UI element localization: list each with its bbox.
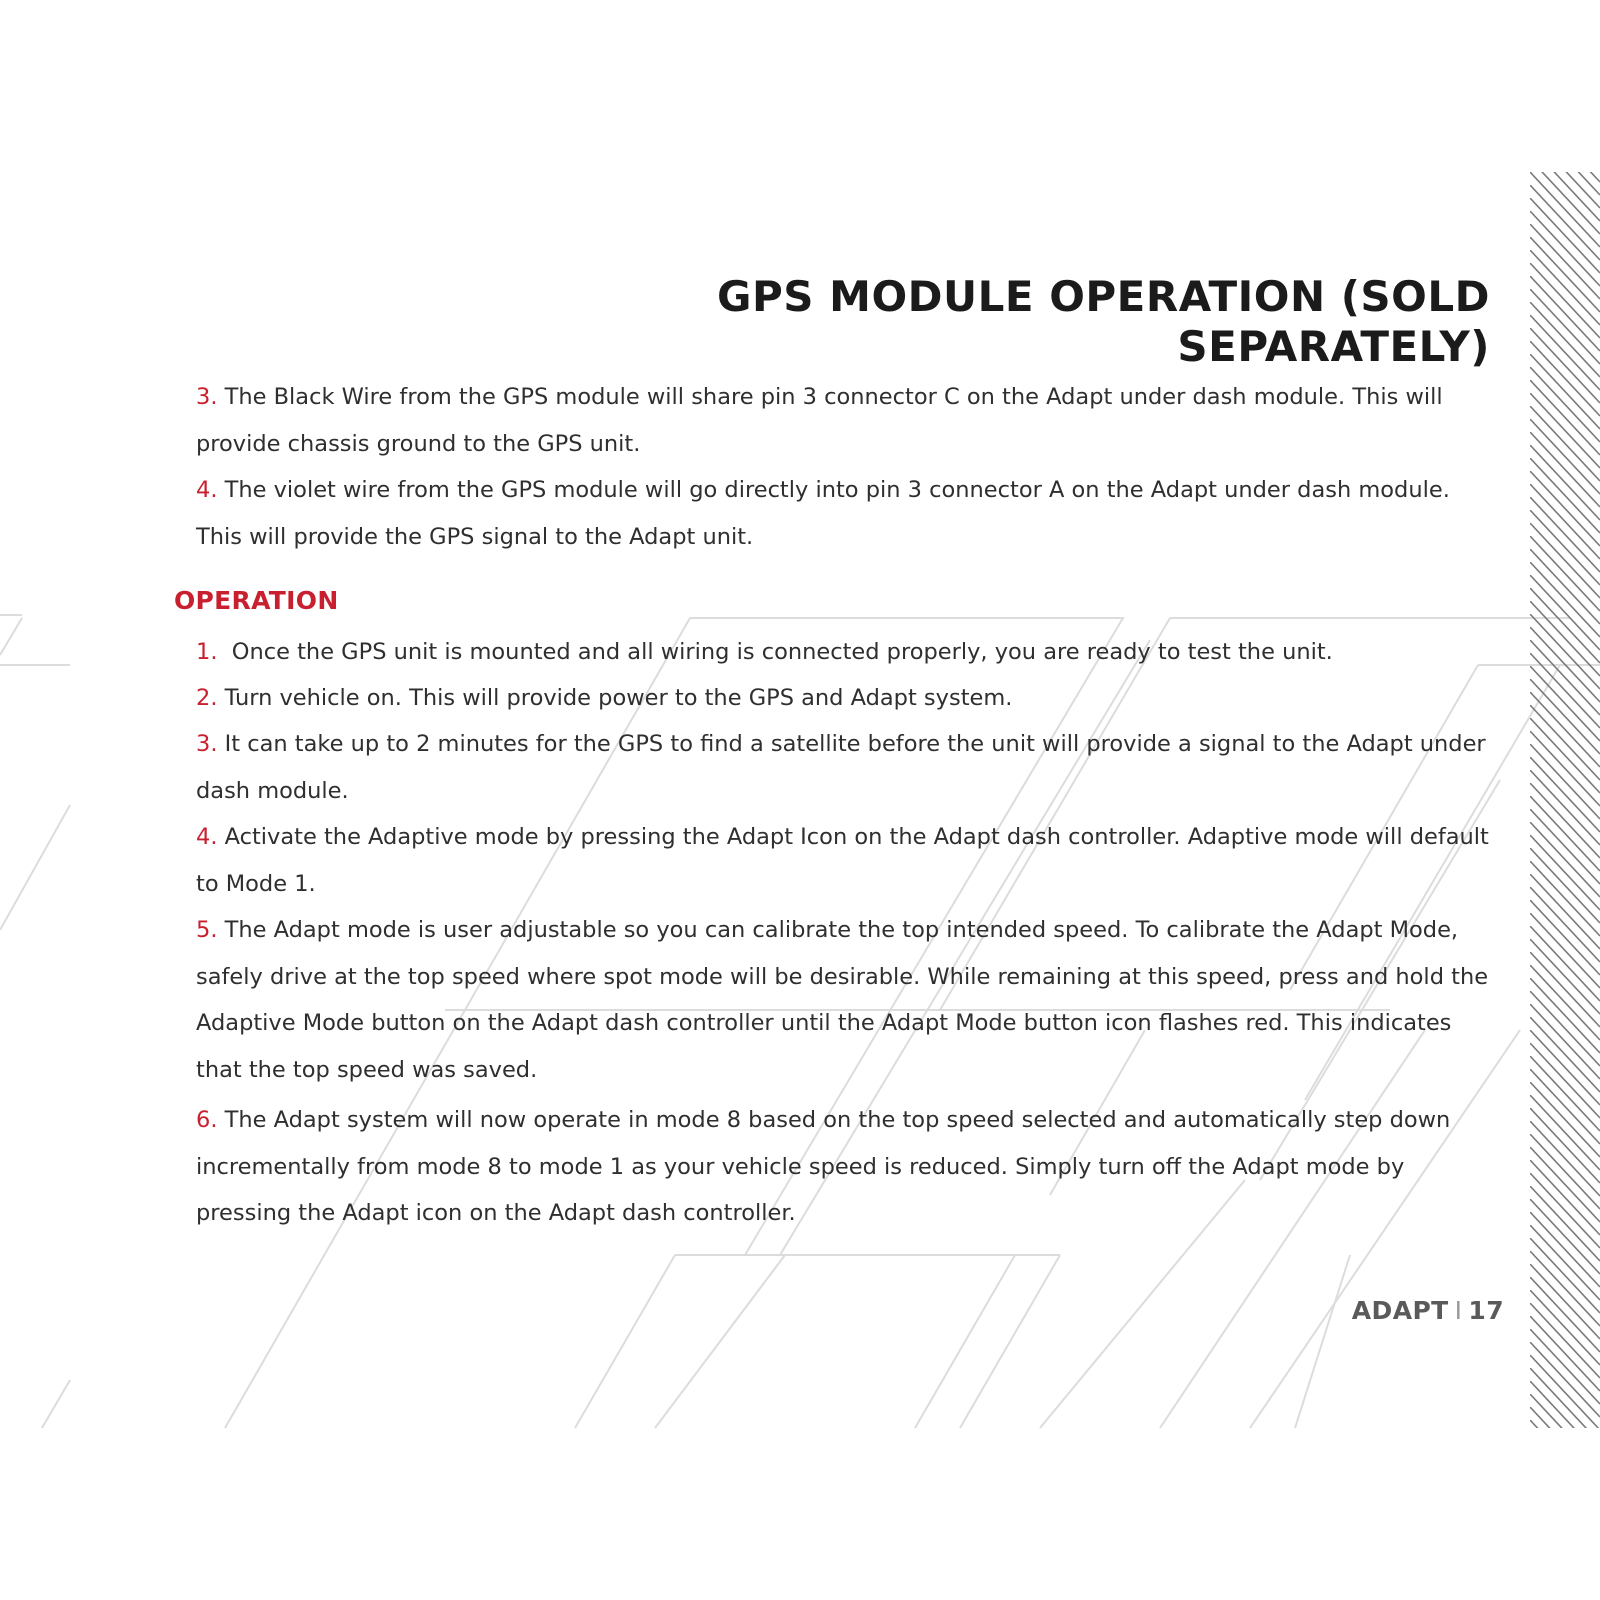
page-footer xyxy=(1352,1296,1504,1325)
operation-step-1 xyxy=(196,629,1496,676)
footer-brand: ADAPT xyxy=(1351,1296,1449,1325)
step-text: Once the GPS unit is mounted and all wiring is connected properly, you are ready to test the unit. xyxy=(217,639,1333,665)
step-number: 1. xyxy=(196,639,218,665)
step-number: 2. xyxy=(196,685,218,711)
step-text: It can take up to 2 minutes for the GPS to find a satellite before the unit will provide a signal to the Adapt under dash module. xyxy=(196,731,1486,804)
step-text: Activate the Adaptive mode by pressing the Adapt Icon on the Adapt dash controller. Adaptive mode will default to Mode 1. xyxy=(196,824,1489,897)
page-number: 17 xyxy=(1468,1296,1504,1325)
install-step-3 xyxy=(196,374,1496,467)
operation-step-4 xyxy=(196,814,1496,907)
operation-step-6 xyxy=(196,1097,1496,1237)
step-text: The Adapt mode is user adjustable so you can calibrate the top intended speed. To calibrate the Adapt Mode, safely drive at the top speed where spot mode will be desirable. While remaining at this speed, press and hold the Adaptive Mode button on the Adapt dash controller until the Adapt Mode button icon flashes red. This indicates that the top speed was saved. xyxy=(196,917,1489,1083)
step-number: 3. xyxy=(196,731,218,757)
diagonal-stripe-pattern xyxy=(1530,172,1600,1428)
step-text: The Adapt system will now operate in mode 8 based on the top speed selected and automatically step down incrementally from mode 8 to mode 1 as your vehicle speed is reduced. Simply turn off the Adapt mode by pressing the Adapt icon on the Adapt dash controller. xyxy=(196,1107,1451,1226)
section-heading-operation: OPERATION xyxy=(174,586,339,615)
step-text: Turn vehicle on. This will provide power to the GPS and Adapt system. xyxy=(217,685,1013,711)
step-number: 4. xyxy=(196,824,218,850)
step-number: 6. xyxy=(196,1107,218,1133)
page-title: GPS MODULE OPERATION (SOLD SEPARATELY) xyxy=(717,272,1490,372)
install-step-4 xyxy=(196,467,1496,560)
step-number: 4. xyxy=(196,477,218,503)
operation-step-3 xyxy=(196,721,1496,814)
footer-separator: I xyxy=(1454,1296,1463,1325)
step-text: The Black Wire from the GPS module will share pin 3 connector C on the Adapt under dash module. This will provide chassis ground to the GPS unit. xyxy=(196,384,1443,457)
step-number: 5. xyxy=(196,917,218,943)
step-number: 3. xyxy=(196,384,218,410)
step-text: The violet wire from the GPS module will go directly into pin 3 connector A on the Adapt under dash module. This will provide the GPS signal to the Adapt unit. xyxy=(196,477,1450,550)
operation-step-2 xyxy=(196,675,1496,722)
operation-step-5 xyxy=(196,907,1496,1093)
